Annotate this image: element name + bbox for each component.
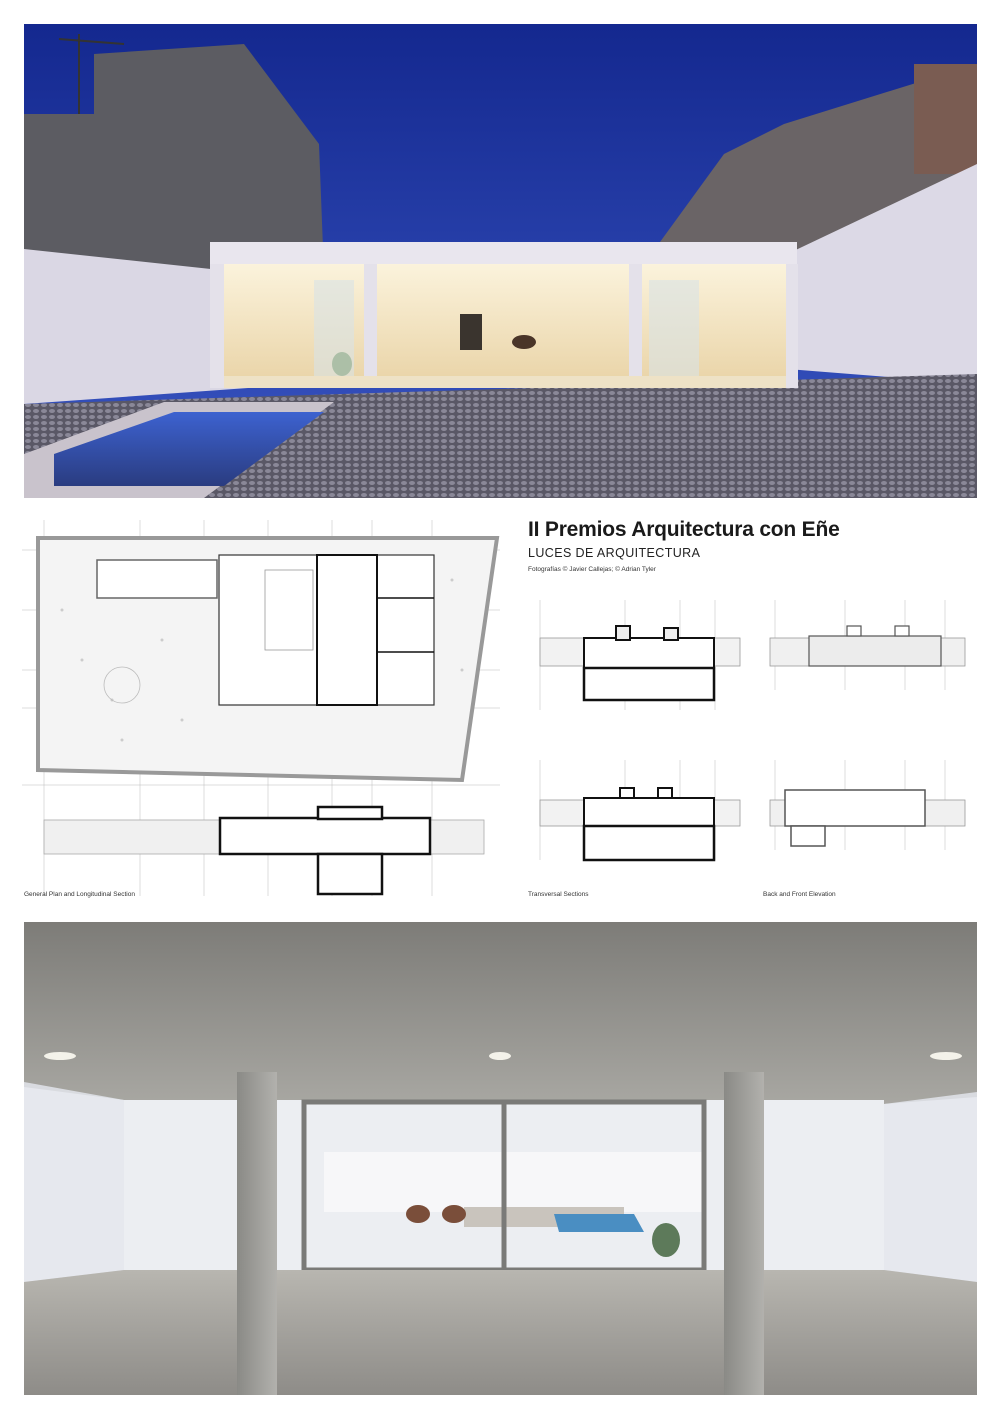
caption-plan: General Plan and Longitudinal Section — [24, 891, 135, 898]
page-subtitle: LUCES DE ARQUITECTURA — [528, 546, 701, 560]
elevations-drawing — [765, 600, 975, 860]
photo-credits: Fotografías © Javier Callejas; © Adrian Tyler — [528, 566, 656, 573]
transversal-sections-drawing — [530, 600, 745, 870]
general-plan-drawing — [22, 520, 500, 896]
exterior-dusk-photo — [24, 24, 977, 498]
caption-sections: Transversal Sections — [528, 891, 589, 898]
page-title: II Premios Arquitectura con Eñe — [528, 518, 840, 541]
caption-elevations: Back and Front Elevation — [763, 891, 836, 898]
interior-photo — [24, 922, 977, 1395]
